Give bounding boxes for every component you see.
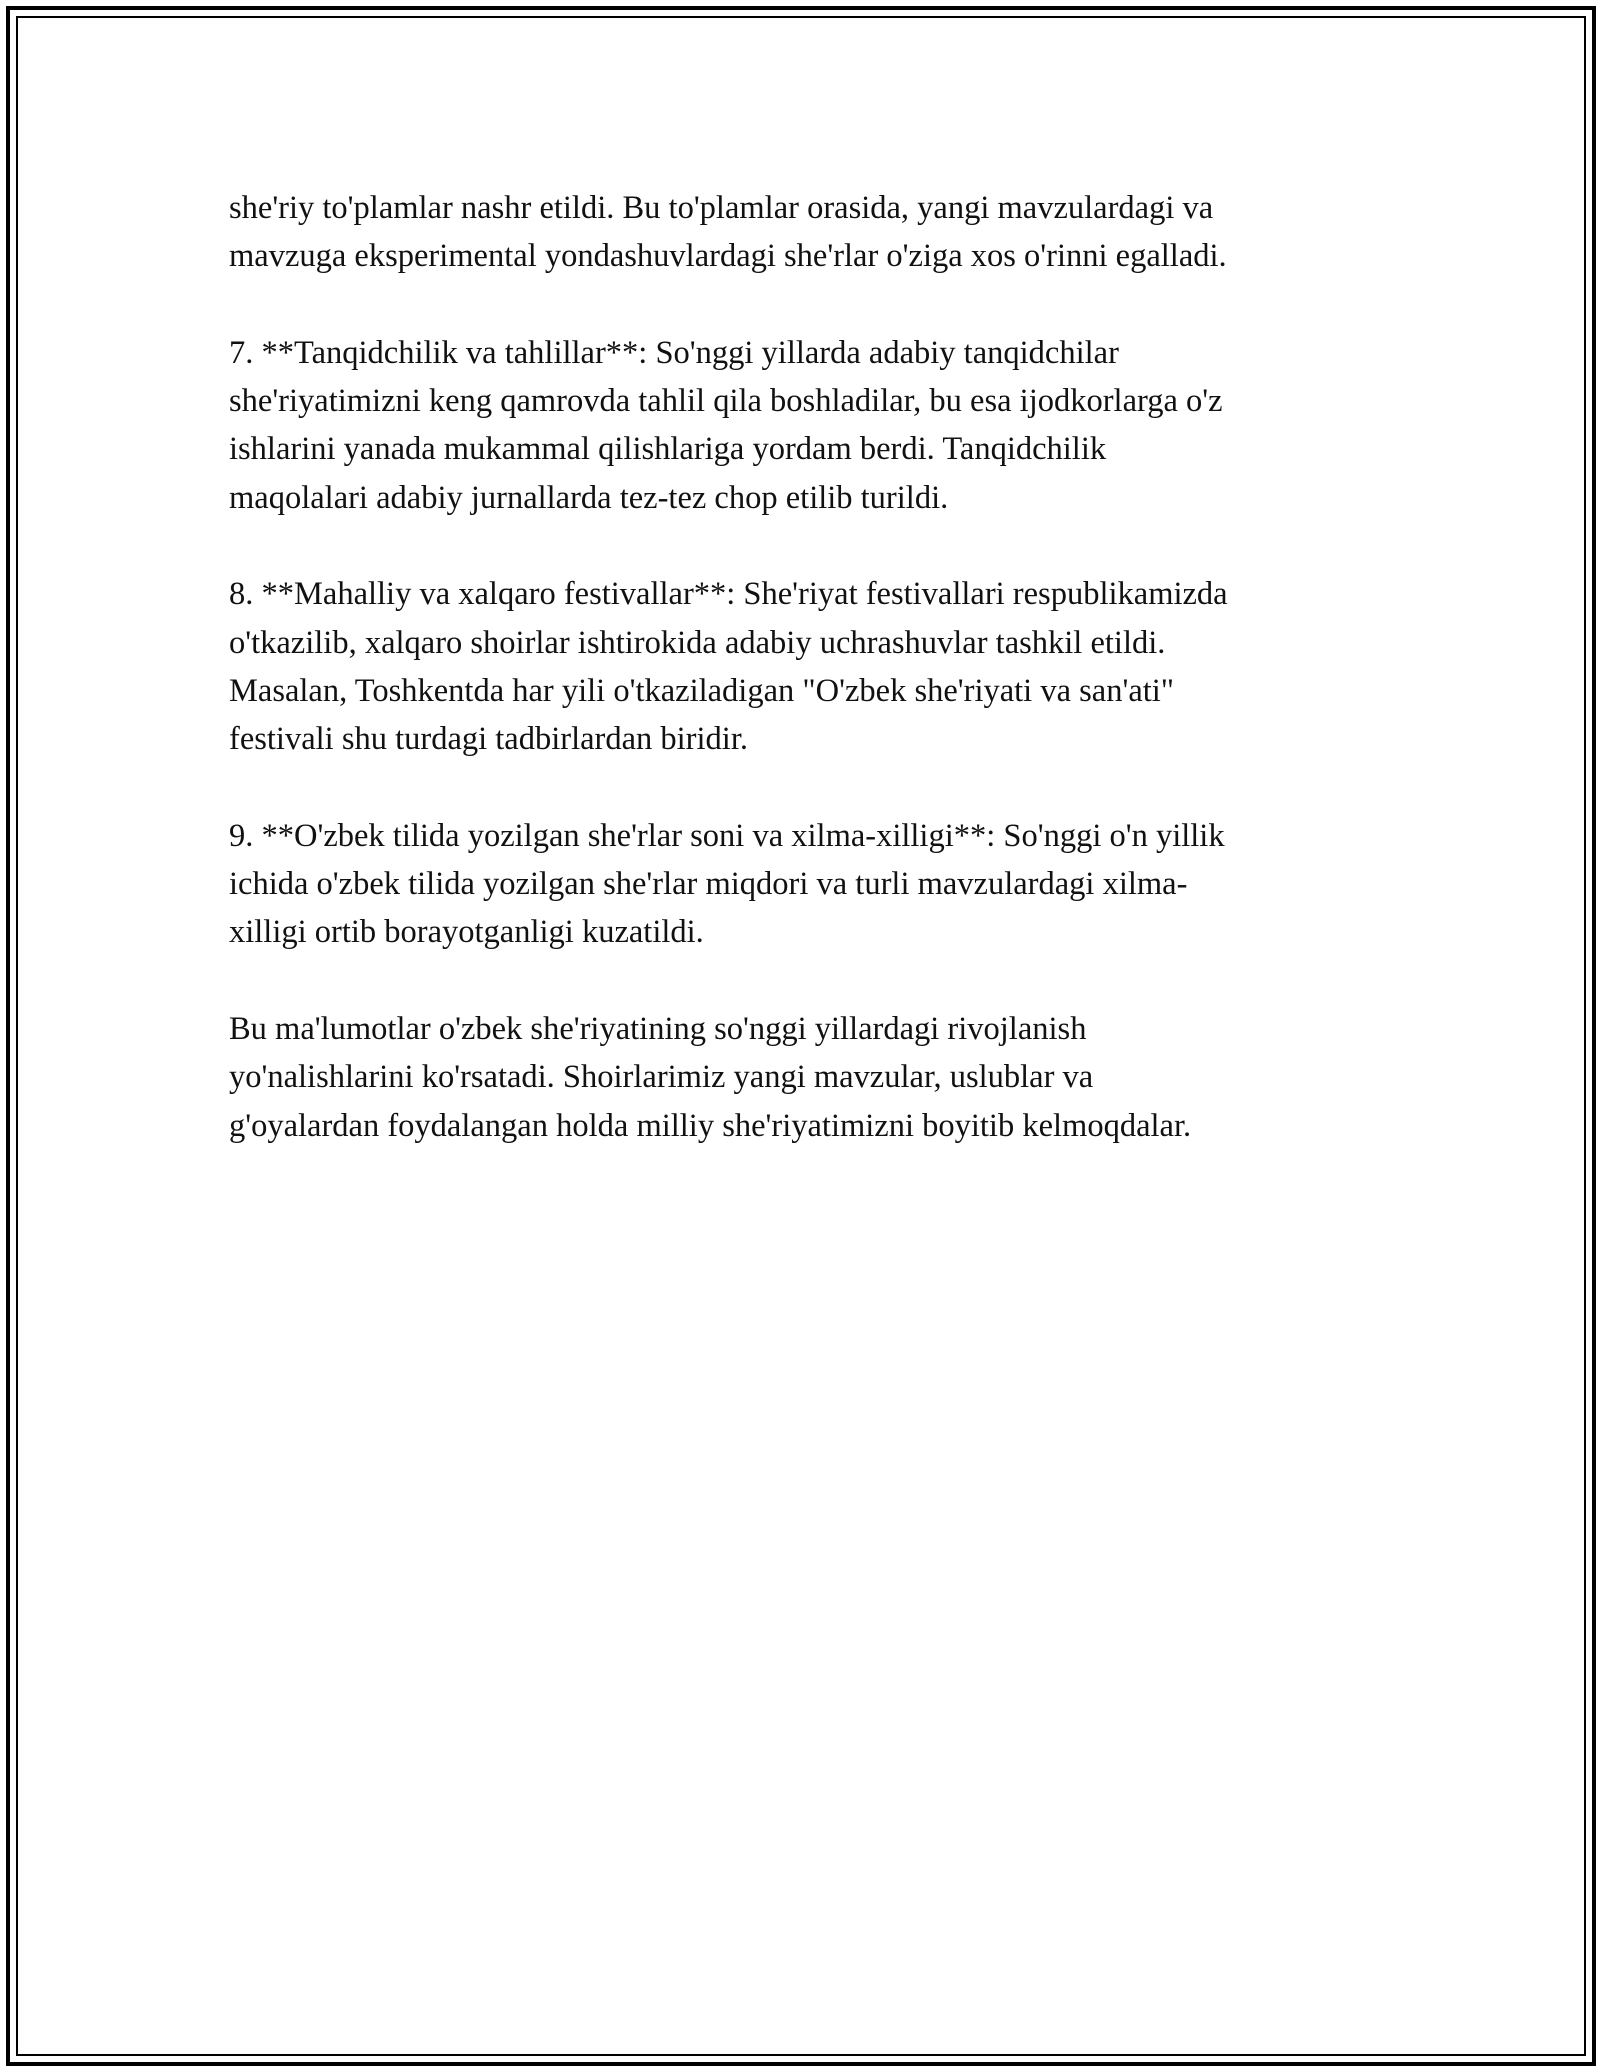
text-line: xilligi ortib borayotganligi kuzatildi. bbox=[229, 914, 704, 951]
paragraph-conclusion bbox=[229, 1005, 1389, 1150]
text-line: 7. **Tanqidchilik va tahlillar**: So'nggi yillarda adabiy tanqidchilar bbox=[229, 334, 1119, 371]
paragraph-item-7 bbox=[229, 329, 1389, 522]
text-line: Masalan, Toshkentda har yili o'tkaziladigan "O'zbek she'riyati va san'ati" bbox=[229, 672, 1175, 709]
text-line: she'riy to'plamlar nashr etildi. Bu to'plamlar orasida, yangi mavzulardagi va bbox=[229, 190, 1214, 226]
paragraph-continuation bbox=[229, 184, 1389, 281]
text-line: o'tkazilib, xalqaro shoirlar ishtirokida adabiy uchrashuvlar tashkil etildi. bbox=[229, 624, 1166, 661]
text-line: ishlarini yanada mukammal qilishlariga yordam berdi. Tanqidchilik bbox=[229, 431, 1107, 468]
text-line: g'oyalardan foydalangan holda milliy she'riyatimizni boyitib kelmoqdalar. bbox=[229, 1107, 1192, 1144]
paragraph-item-8 bbox=[229, 570, 1389, 763]
text-line: mavzuga eksperimental yondashuvlardagi she'rlar o'ziga xos o'rinni egalladi. bbox=[229, 238, 1227, 275]
text-line: she'riyatimizni keng qamrovda tahlil qila boshladilar, bu esa ijodkorlarga o'z bbox=[229, 383, 1223, 420]
text-line: Bu ma'lumotlar o'zbek she'riyatining so'nggi yillardagi rivojlanish bbox=[229, 1011, 1087, 1048]
text-line: yo'nalishlarini ko'rsatadi. Shoirlarimiz yangi mavzular, uslublar va bbox=[229, 1059, 1094, 1096]
text-line: 8. **Mahalliy va xalqaro festivallar**: She'riyat festivallari respublikamizda bbox=[229, 576, 1228, 613]
document-body bbox=[229, 184, 1389, 1198]
text-line: festivali shu turdagi tadbirlardan biridir. bbox=[229, 721, 748, 758]
text-line: maqolalari adabiy jurnallarda tez-tez chop etilib turildi. bbox=[229, 479, 949, 516]
text-line: ichida o'zbek tilida yozilgan she'rlar miqdori va turli mavzulardagi xilma- bbox=[229, 866, 1188, 903]
text-line: 9. **O'zbek tilida yozilgan she'rlar soni va xilma-xilligi**: So'nggi o'n yillik bbox=[229, 817, 1225, 854]
paragraph-item-9 bbox=[229, 812, 1389, 957]
